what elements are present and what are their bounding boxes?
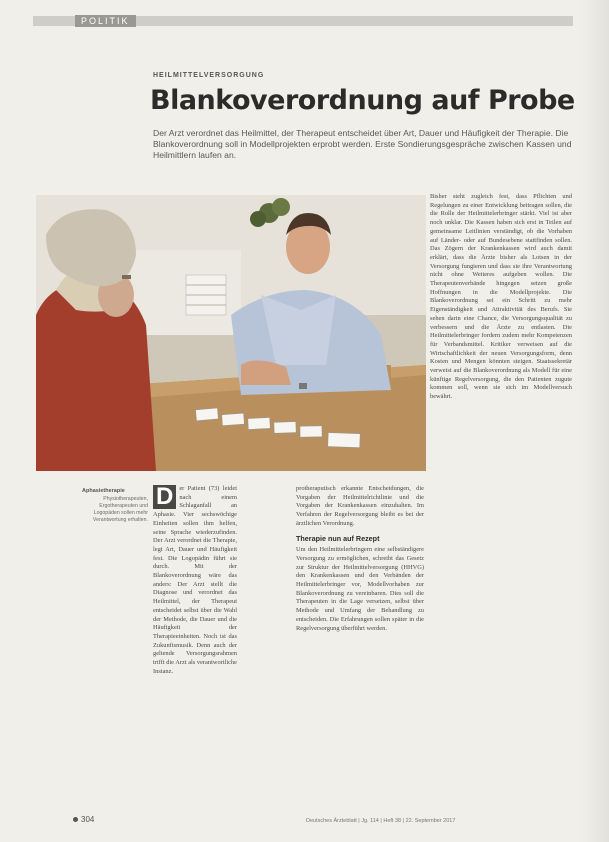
column-1-text: er Patient (73) leidet nach einem Schlaganfall an Aphasie. Vier sechswöchige Einheiten sollen ihm helfen, seine Sprache wiederzufinden. Der Arzt verordnet die Therapie, legt Art, Dauer und Häufigkeit fest. Die Logopädin führt sie durch. Mit der Blankoverordnung wäre das anders: Der Arzt stellt die Diagnose und verordnet das Heilmittel, der Therapeut entscheidet selbst über die Wahl der Methode, die Dauer und die Häufigkeit der Therapieeinheiten. Noch ist das Zukunftsmusik. Denn auch der geltende Versorgungsrahmen trifft die Arzt als verantwortliche Instanz. xyxy=(153,485,237,675)
column-2-text-b: Um den Heilmittelerbringern eine selbständigere Versorgung zu ermöglichen, schreibt das Gesetz zur Struktur der Heilmittelversorgung (HHVG) den Krankenkassen und den Verbänden der Heilmittelerbringer vor, Modellvorhaben zur Blankoverordnung zu vereinbaren. Dies soll die Therapeuten in die Lage versetzen, selbst über Methode und Umfang der Behandlung zu entscheiden. Die Erfahrungen sollen später in die Regelversorgung überführt werden. xyxy=(296,546,424,632)
photo-caption: Physiotherapeuten, Ergotherapeuten und Logopäden sollen mehr Verantwortung erhalten. xyxy=(92,496,148,523)
column-2-text: protheraputisch erkannte Entscheidungen, die Vorgaben der Heilmittelrichtlinie und die Vorgaben der Krankenkassen einzuhalten. Im Verfahren der Regelversorgung bleibt es bei der ärztlichen Verordnung. xyxy=(296,485,424,527)
page-shadow xyxy=(579,0,609,842)
page-marker-icon xyxy=(73,817,78,822)
article-intro: Der Arzt verordnet das Heilmittel, der Therapeut entscheidet über Art, Dauer und Häufigkeit der Therapie. Die Blankoverordnung soll in Modellprojekten erprobt werden. Erste Sondierungsgespräche zwischen Kassen und Heilmittlern laufen an. xyxy=(153,128,572,160)
page-number-text: 304 xyxy=(81,815,95,824)
article-column-3: Bisher steht zugleich fest, dass Pflichten und Regelungen zu einer Entwicklung beitragen sollen, die die Rolle der Heilmittelerbringer stärkt. Viel ist aber noch unklar. Die Kassen haben sich erst in Teilen auf gemeinsame Leitlinien verständigt, ob die Vorhaben auf Länder- oder auf Bundesebene stattfinden sollen. Das Zögern der Krankenkassen wird auch damit erklärt, dass die Ärzte bisher als Lotsen in der Versorgung fungieren und dass sie ihre Verantwortung nicht ohne Weiteres aufgeben wollen. Die Therapeutenverbände hingegen setzen große Hoffnungen in die Modellprojekte. Die Blankoverordnung sei ein Schritt zu mehr Eigenständigkeit und Attraktivität des Berufs. Sie sehen darin eine Chance, die Versorgungsqualität zu verbessern und die Ärzte zu entlasten. Die Heilmittelerbringer fordern zudem mehr Kompetenzen für Verbandsmittel. Kritiker verweisen auf die Wirtschaftlichkeit der neuen Versorgungsform, denn Kosten und Mengen könnten steigen. Staatssekretär verweist auf die Blankoverordnung als Modell für eine künftige Regelversorgung, die den Patienten zugute kommen soll, wenn sie sich im Modellversuch bewährt. xyxy=(430,193,572,401)
article-kicker: HEILMITTELVERSORGUNG xyxy=(153,72,265,79)
therapy-session-photo xyxy=(36,195,426,471)
footer-source: Deutsches Ärzteblatt | Jg. 114 | Heft 38 | 22. September 2017 xyxy=(306,818,456,824)
photo-caption-title: Aphasietherapie xyxy=(82,488,125,494)
article-headline: Blankoverordnung auf Probe xyxy=(150,85,575,116)
section-label: POLITIK xyxy=(75,15,136,27)
page-number xyxy=(73,815,94,824)
subhead: Therapie nun auf Rezept xyxy=(296,533,380,543)
article-column-1 xyxy=(153,485,237,676)
drop-cap: D xyxy=(153,485,176,509)
article-column-2 xyxy=(296,485,424,633)
article-photo xyxy=(36,195,426,471)
